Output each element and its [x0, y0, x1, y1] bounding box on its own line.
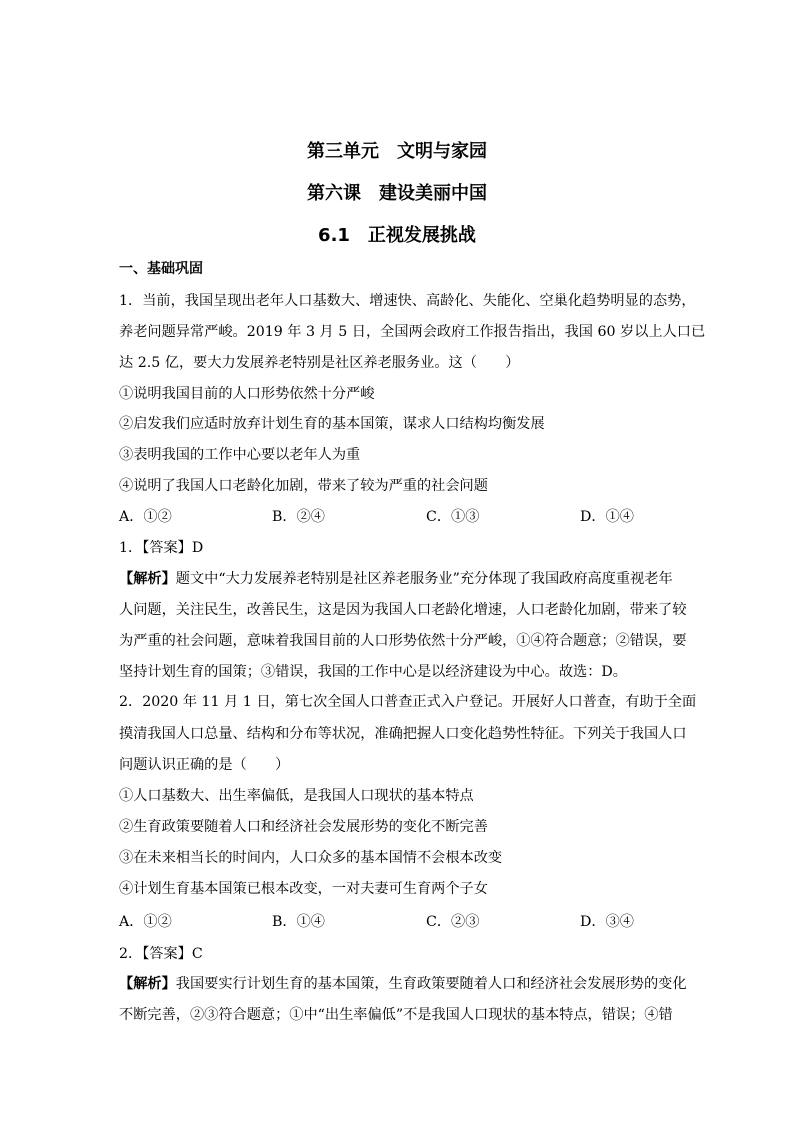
q1-analysis-line: 坚持计划生育的国策；③错误，我国的工作中心是以经济建设为中心。故选：D。 [119, 664, 627, 680]
q1-statement: ①说明我国目前的人口形势依然十分严峻 [119, 386, 375, 402]
unit-title: 第三单元 文明与家园 [307, 141, 487, 162]
section-title: 6.1 正视发展挑战 [318, 225, 476, 246]
lesson-title: 第六课 建设美丽中国 [307, 183, 487, 204]
q2-statement: ②生育政策要随着人口和经济社会发展形势的变化不断完善 [119, 819, 488, 835]
q2-stem-line: 摸清我国人口总量、结构和分布等状况，准确把握人口变化趋势性特征。下列关于我国人口 [119, 726, 687, 742]
q1-statement: ④说明了我国人口老龄化加剧，带来了较为严重的社会问题 [119, 478, 488, 494]
q2-option-a: A．①② [119, 914, 172, 930]
part-heading: 一、基础巩固 [119, 261, 203, 277]
q1-option-b: B．②④ [272, 509, 325, 525]
q1-option-a: A．①② [119, 509, 172, 525]
q2-option-b: B．①④ [272, 914, 325, 930]
q2-option-d: D．③④ [580, 914, 634, 930]
q2-analysis-text: 我国要实行计划生育的基本国策，生育政策要随着人口和经济社会发展形势的变化 [175, 976, 687, 992]
q1-analysis-tag: 【解析】 [119, 571, 176, 587]
q2-statement: ③在未来相当长的时间内，人口众多的基本国情不会根本改变 [119, 850, 503, 866]
q1-analysis-line [119, 569, 679, 589]
q2-statement: ④计划生育基本国策已根本改变，一对夫妻可生育两个子女 [119, 881, 488, 897]
q1-option-c: C．①③ [426, 509, 480, 525]
q2-analysis-line [119, 974, 687, 994]
q2-stem-line: 2．2020 年 11 月 1 日，第七次全国人口普查正式入户登记。开展好人口普查，有助于全面 [119, 694, 697, 710]
q1-answer: 1．【答案】D [119, 540, 204, 556]
q1-statement: ③表明我国的工作中心要以老年人为重 [119, 447, 361, 463]
q1-stem-line: 养老问题异常严峻。2019 年 3 月 5 日，全国两会政府工作报告指出，我国 60 岁以上人口已 [119, 324, 706, 340]
q1-stem-line: 达 2.5 亿，要大力发展养老特别是社区养老服务业。这（ ） [119, 355, 520, 371]
q1-stem-line: 1．当前，我国呈现出老年人口基数大、增速快、高龄化、失能化、空巢化趋势明显的态势， [119, 293, 696, 309]
q2-analysis-line: 不断完善，②③符合题意；①中“出生率偏低”不是我国人口现状的基本特点，错误；④错 [119, 1007, 673, 1023]
q1-option-d: D．①④ [580, 509, 634, 525]
q2-statement: ①人口基数大、出生率偏低，是我国人口现状的基本特点 [119, 788, 474, 804]
q1-analysis-line: 人问题，关注民生，改善民生，这是因为我国人口老龄化增速，人口老龄化加剧，带来了较 [119, 602, 687, 618]
q2-analysis-tag: 【解析】 [119, 976, 176, 992]
q2-stem-line: 问题认识正确的是（ ） [119, 757, 290, 773]
q2-answer: 2．【答案】C [119, 946, 203, 962]
q1-analysis-line: 为严重的社会问题，意味着我国目前的人口形势依然十分严峻，①④符合题意；②错误，要 [119, 633, 687, 649]
q1-analysis-text: 题文中“大力发展养老特别是社区养老服务业”充分体现了我国政府高度重视老年 [175, 571, 673, 587]
q1-statement: ②启发我们应适时放弃计划生育的基本国策，谋求人口结构均衡发展 [119, 416, 545, 432]
q2-option-c: C．②③ [426, 914, 480, 930]
